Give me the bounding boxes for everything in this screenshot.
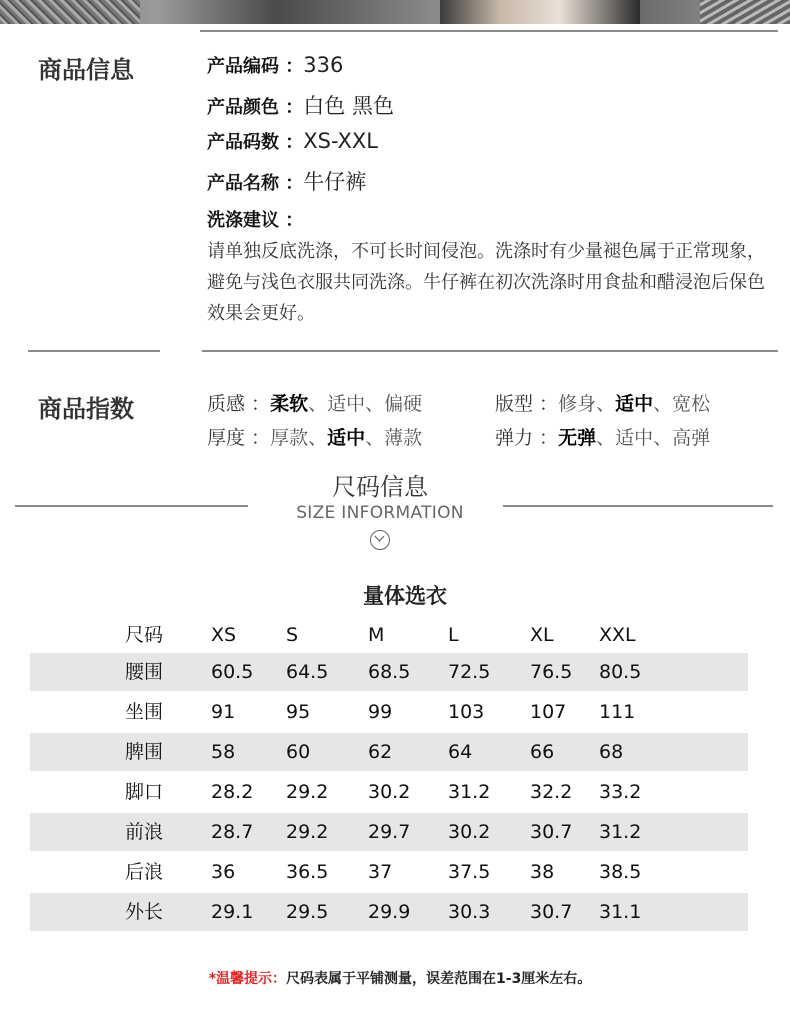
row-label: 脾围 (125, 741, 164, 763)
chevron-down-icon (370, 530, 390, 550)
separator: 、 (308, 393, 328, 415)
table-cell: 37 (368, 861, 393, 883)
product-info-heading: 商品信息 (38, 56, 134, 84)
table-cell: 31.2 (448, 781, 491, 803)
table-cell: 66 (530, 741, 555, 763)
field-label: 产品颜色 (207, 97, 279, 118)
header-cell: XL (530, 624, 554, 646)
separator: 、 (653, 393, 673, 415)
table-cell: 99 (368, 701, 393, 723)
header-cell: S (286, 624, 299, 646)
table-cell: 95 (286, 701, 311, 723)
colon: ： (279, 97, 304, 118)
index-option: 适中 (327, 393, 366, 415)
divider (28, 350, 160, 352)
separator: 、 (308, 427, 328, 449)
header-cell: XS (211, 624, 237, 646)
table-cell: 31.1 (599, 901, 642, 923)
table-cell: 62 (368, 741, 393, 763)
table-row (30, 693, 748, 731)
colon: ： (533, 427, 559, 449)
field-name (207, 166, 366, 196)
header-cell: M (368, 624, 385, 646)
wash-label-row (207, 206, 303, 232)
table-cell: 30.3 (448, 901, 491, 923)
table-cell: 72.5 (448, 661, 491, 683)
table-cell: 31.2 (599, 821, 642, 843)
note-prefix: *温馨提示： (208, 971, 287, 987)
row-label: 前浪 (125, 821, 164, 843)
header-cell-size: 尺码 (125, 624, 164, 646)
table-cell: 103 (448, 701, 485, 723)
separator: 、 (653, 427, 673, 449)
size-section-title: 尺码信息 (332, 473, 428, 501)
table-cell: 68 (599, 741, 624, 763)
field-value: 336 (303, 53, 344, 77)
table-cell: 30.7 (530, 901, 573, 923)
wash-text: 请单独反底洗涤，不可长时间侵泡。洗涤时有少量褪色属于正常现象，避免与浅色衣服共同洗涤。牛仔裤在初次洗涤时用食盐和醋浸泡后保色效果会更好。 (207, 241, 765, 324)
table-cell: 32.2 (530, 781, 573, 803)
table-cell: 68.5 (368, 661, 411, 683)
field-label: 产品码数 (207, 132, 279, 153)
index-label: 弹力 (495, 427, 534, 449)
size-section-subtitle: SIZE INFORMATION (296, 503, 464, 523)
divider (15, 505, 248, 507)
separator: 、 (596, 393, 616, 415)
row-label: 外长 (125, 901, 164, 923)
table-cell: 76.5 (530, 661, 573, 683)
table-cell: 111 (599, 701, 636, 723)
index-option-selected: 适中 (327, 427, 366, 449)
divider (202, 350, 778, 352)
separator: 、 (365, 427, 385, 449)
table-cell: 36 (211, 861, 236, 883)
table-cell: 29.2 (286, 821, 329, 843)
top-photo-fragment (440, 0, 640, 24)
index-label: 厚度 (207, 427, 246, 449)
table-cell: 29.2 (286, 781, 329, 803)
divider (503, 505, 773, 507)
field-color (207, 90, 394, 120)
index-fit (495, 389, 710, 416)
table-cell: 29.9 (368, 901, 411, 923)
index-option-selected: 无弹 (558, 427, 597, 449)
row-label: 后浪 (125, 861, 164, 883)
separator: 、 (596, 427, 616, 449)
table-cell: 28.2 (211, 781, 254, 803)
table-row (30, 853, 748, 891)
index-label: 质感 (207, 393, 246, 415)
table-cell: 60.5 (211, 661, 254, 683)
table-cell: 64 (448, 741, 473, 763)
table-cell: 30.2 (448, 821, 491, 843)
colon: ： (279, 132, 304, 153)
colon: ： (245, 427, 271, 449)
field-value: 白色 黑色 (303, 94, 394, 118)
table-cell: 29.1 (211, 901, 254, 923)
index-option: 厚款 (270, 427, 309, 449)
row-label: 坐围 (125, 701, 164, 723)
table-row (30, 773, 748, 811)
table-cell: 36.5 (286, 861, 329, 883)
colon: ： (533, 393, 559, 415)
index-option: 修身 (558, 393, 597, 415)
header-cell: XXL (599, 624, 636, 646)
separator: 、 (365, 393, 385, 415)
table-cell: 60 (286, 741, 311, 763)
field-label: 产品编码 (207, 56, 279, 77)
table-cell: 29.7 (368, 821, 411, 843)
colon: ： (279, 173, 304, 194)
product-index-heading: 商品指数 (38, 395, 134, 423)
table-cell: 30.7 (530, 821, 573, 843)
table-cell: 38.5 (599, 861, 642, 883)
table-cell: 38 (530, 861, 555, 883)
index-elasticity (495, 423, 710, 450)
row-label: 腰围 (125, 661, 164, 683)
index-label: 版型 (495, 393, 534, 415)
index-thickness (207, 423, 422, 450)
top-photo-fragment (0, 0, 140, 24)
divider (200, 30, 778, 32)
size-table-title: 量体选衣 (363, 584, 447, 608)
table-row (30, 893, 748, 931)
field-value: 牛仔裤 (303, 170, 367, 194)
field-code (207, 52, 343, 78)
table-cell: 80.5 (599, 661, 642, 683)
index-option-selected: 适中 (615, 393, 654, 415)
measurement-note (140, 968, 660, 988)
index-option: 高弹 (672, 427, 711, 449)
field-value: XS-XXL (303, 129, 379, 153)
note-text: 尺码表属于平铺测量，误差范围在1-3厘米左右。 (286, 971, 592, 987)
size-table-header (30, 616, 748, 654)
colon: ： (245, 393, 271, 415)
table-cell: 107 (530, 701, 567, 723)
table-cell: 29.5 (286, 901, 329, 923)
index-option: 适中 (615, 427, 654, 449)
table-cell: 91 (211, 701, 236, 723)
table-cell: 64.5 (286, 661, 329, 683)
table-cell: 28.7 (211, 821, 254, 843)
top-photo-fragment (700, 0, 790, 24)
table-row (30, 733, 748, 771)
index-texture (207, 389, 422, 416)
table-cell: 58 (211, 741, 236, 763)
index-option-selected: 柔软 (270, 393, 309, 415)
table-row (30, 813, 748, 851)
header-cell: L (448, 624, 459, 646)
field-size (207, 128, 378, 154)
colon: ： (279, 210, 304, 231)
table-row (30, 653, 748, 691)
index-option: 薄款 (384, 427, 423, 449)
field-label: 产品名称 (207, 173, 279, 194)
table-cell: 33.2 (599, 781, 642, 803)
index-option: 宽松 (672, 393, 711, 415)
table-cell: 30.2 (368, 781, 411, 803)
colon: ： (279, 56, 304, 77)
table-cell: 37.5 (448, 861, 491, 883)
row-label: 脚口 (125, 781, 164, 803)
index-option: 偏硬 (384, 393, 423, 415)
wash-label: 洗涤建议 (207, 210, 279, 231)
